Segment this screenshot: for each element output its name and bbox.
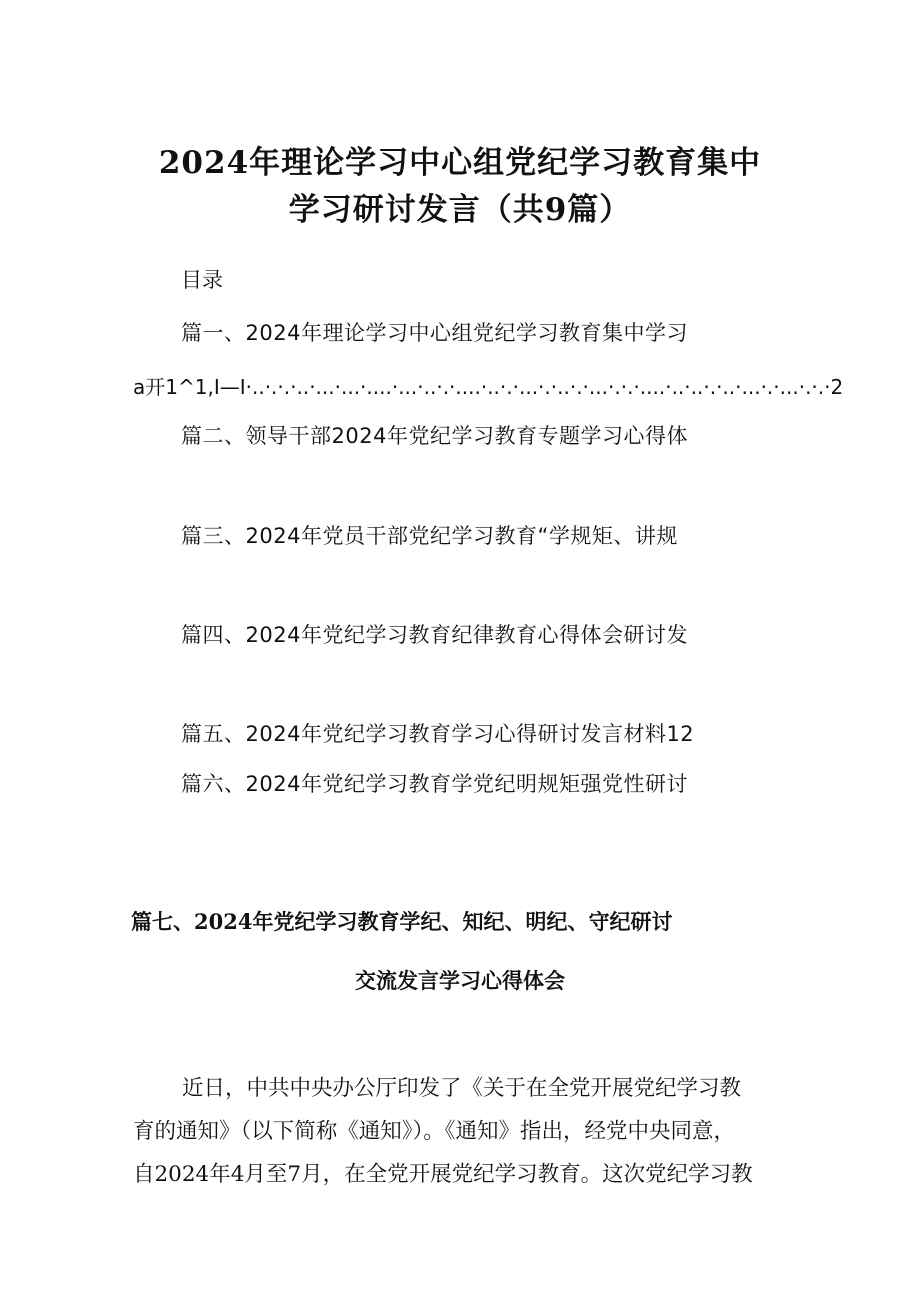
section-heading-line-1: 篇七、2024年党纪学习教育学纪、知纪、明纪、守纪研讨 bbox=[131, 909, 673, 934]
body-text-line-1: 近日，中共中央办公厅印发了《关于在全党开展党纪学习教 bbox=[182, 1076, 742, 1101]
toc-item-3[interactable]: 篇三、2024年党员干部党纪学习教育“学规矩、讲规 bbox=[181, 524, 678, 548]
body-text-line-3: 自2024年4月至7月，在全党开展党纪学习教育。这次党纪学习教 bbox=[133, 1162, 753, 1187]
toc-label: 目录 bbox=[181, 268, 223, 292]
toc-item-5[interactable]: 篇五、2024年党纪学习教育学习心得研讨发言材料12 bbox=[181, 722, 695, 746]
body-text-line-2: 育的通知》（以下简称《通知》）。《通知》指出，经党中央同意， bbox=[133, 1119, 736, 1144]
section-heading-line-2: 交流发言学习心得体会 bbox=[355, 968, 565, 993]
toc-item-6[interactable]: 篇六、2024年党纪学习教育学党纪明规矩强党性研讨 bbox=[181, 772, 688, 796]
document-title-line-1: 2024年理论学习中心组党纪学习教育集中 bbox=[158, 145, 762, 181]
toc-item-2[interactable]: 篇二、领导干部2024年党纪学习教育专题学习心得体 bbox=[181, 424, 688, 448]
toc-item-1-continuation[interactable]: a开1^1,I—I·..·.·.·..·...·...·....·...·..·.·....·..·.·...·.·..·.·...·.·.·....·..·..·.·..·...·.·...·.·.·2 bbox=[133, 375, 844, 399]
toc-item-1[interactable]: 篇一、2024年理论学习中心组党纪学习教育集中学习 bbox=[181, 321, 688, 345]
document-title-line-2: 学习研讨发言（共9篇） bbox=[288, 192, 632, 228]
toc-item-4[interactable]: 篇四、2024年党纪学习教育纪律教育心得体会研讨发 bbox=[181, 623, 688, 647]
